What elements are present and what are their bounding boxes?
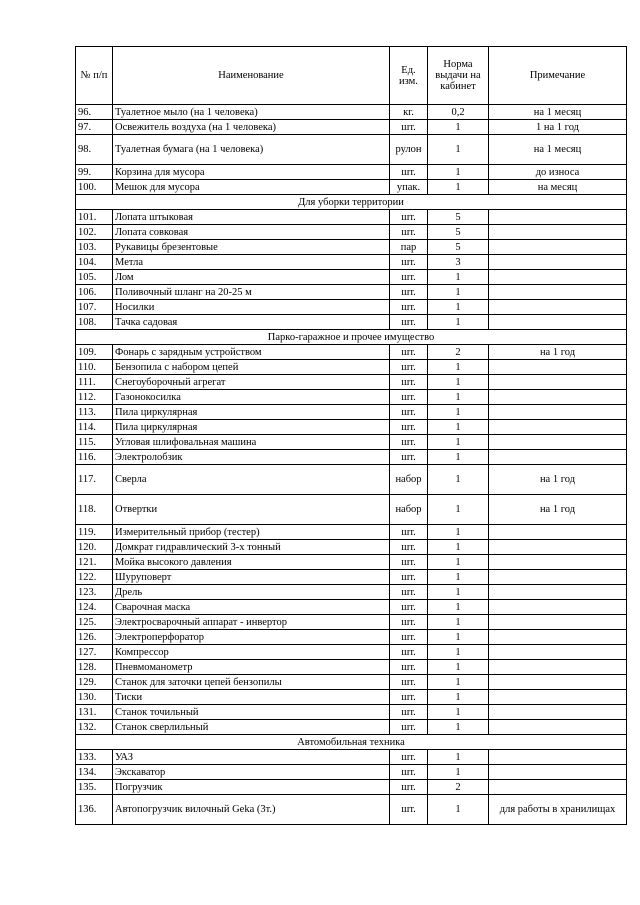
cell-note	[489, 450, 627, 465]
cell-note	[489, 765, 627, 780]
table-row	[76, 540, 627, 555]
cell-num: 109.	[76, 345, 113, 360]
cell-norm: 1	[428, 690, 489, 705]
cell-norm: 1	[428, 570, 489, 585]
table-body	[76, 105, 627, 825]
cell-name: УАЗ	[113, 750, 390, 765]
cell-note: 1 на 1 год	[489, 120, 627, 135]
cell-num: 119.	[76, 525, 113, 540]
cell-name: Угловая шлифовальная машина	[113, 435, 390, 450]
cell-unit: шт.	[390, 225, 428, 240]
section-title: Автомобильная техника	[76, 735, 627, 750]
cell-name: Электросварочный аппарат - инвертор	[113, 615, 390, 630]
cell-unit: шт.	[390, 675, 428, 690]
cell-unit: рулон	[390, 135, 428, 165]
cell-norm: 1	[428, 165, 489, 180]
cell-num: 108.	[76, 315, 113, 330]
cell-name: Измерительный прибор (тестер)	[113, 525, 390, 540]
cell-unit: упак.	[390, 180, 428, 195]
cell-norm: 1	[428, 675, 489, 690]
cell-norm: 1	[428, 720, 489, 735]
cell-note	[489, 615, 627, 630]
cell-norm: 1	[428, 315, 489, 330]
cell-num: 129.	[76, 675, 113, 690]
cell-num: 97.	[76, 120, 113, 135]
cell-norm: 1	[428, 465, 489, 495]
cell-num: 112.	[76, 390, 113, 405]
cell-num: 120.	[76, 540, 113, 555]
cell-name: Домкрат гидравлический 3-х тонный	[113, 540, 390, 555]
cell-note	[489, 540, 627, 555]
cell-num: 133.	[76, 750, 113, 765]
table-row	[76, 570, 627, 585]
cell-num: 121.	[76, 555, 113, 570]
cell-num: 128.	[76, 660, 113, 675]
table-row	[76, 240, 627, 255]
cell-name: Дрель	[113, 585, 390, 600]
cell-norm: 1	[428, 705, 489, 720]
cell-unit: шт.	[390, 555, 428, 570]
table-row	[76, 300, 627, 315]
table-row	[76, 375, 627, 390]
cell-norm: 1	[428, 645, 489, 660]
cell-name: Газонокосилка	[113, 390, 390, 405]
cell-unit: шт.	[390, 450, 428, 465]
cell-name: Электроперфоратор	[113, 630, 390, 645]
table-row	[76, 360, 627, 375]
cell-name: Сварочная маска	[113, 600, 390, 615]
cell-note	[489, 570, 627, 585]
cell-norm: 1	[428, 495, 489, 525]
cell-norm: 1	[428, 375, 489, 390]
cell-norm: 1	[428, 120, 489, 135]
cell-norm: 1	[428, 450, 489, 465]
header-num: № п/п	[76, 47, 113, 105]
table-row	[76, 690, 627, 705]
cell-unit: шт.	[390, 120, 428, 135]
cell-unit: шт.	[390, 345, 428, 360]
table-row	[76, 405, 627, 420]
cell-name: Освежитель воздуха (на 1 человека)	[113, 120, 390, 135]
cell-norm: 3	[428, 255, 489, 270]
cell-num: 103.	[76, 240, 113, 255]
cell-unit: шт.	[390, 750, 428, 765]
cell-unit: шт.	[390, 615, 428, 630]
cell-norm: 1	[428, 555, 489, 570]
cell-note	[489, 375, 627, 390]
cell-unit: шт.	[390, 315, 428, 330]
cell-num: 100.	[76, 180, 113, 195]
cell-note	[489, 390, 627, 405]
cell-num: 134.	[76, 765, 113, 780]
table-row	[76, 585, 627, 600]
cell-norm: 1	[428, 585, 489, 600]
cell-norm: 2	[428, 780, 489, 795]
cell-unit: кг.	[390, 105, 428, 120]
cell-num: 114.	[76, 420, 113, 435]
cell-num: 118.	[76, 495, 113, 525]
cell-num: 132.	[76, 720, 113, 735]
cell-norm: 1	[428, 615, 489, 630]
table-row	[76, 225, 627, 240]
table-row	[76, 720, 627, 735]
table-row	[76, 645, 627, 660]
cell-note: на 1 месяц	[489, 135, 627, 165]
cell-unit: шт.	[390, 405, 428, 420]
cell-unit: шт.	[390, 375, 428, 390]
cell-name: Станок сверлильный	[113, 720, 390, 735]
cell-name: Туалетное мыло (на 1 человека)	[113, 105, 390, 120]
table-row	[76, 345, 627, 360]
cell-num: 127.	[76, 645, 113, 660]
table-row	[76, 795, 627, 825]
cell-note	[489, 555, 627, 570]
cell-note	[489, 525, 627, 540]
table-row	[76, 450, 627, 465]
cell-name: Лопата штыковая	[113, 210, 390, 225]
cell-num: 131.	[76, 705, 113, 720]
cell-unit: шт.	[390, 540, 428, 555]
cell-norm: 1	[428, 285, 489, 300]
cell-num: 115.	[76, 435, 113, 450]
cell-note	[489, 600, 627, 615]
table-row	[76, 555, 627, 570]
cell-norm: 5	[428, 240, 489, 255]
cell-note: на месяц	[489, 180, 627, 195]
cell-unit: шт.	[390, 780, 428, 795]
cell-name: Станок для заточки цепей бензопилы	[113, 675, 390, 690]
cell-norm: 0,2	[428, 105, 489, 120]
table-row	[76, 675, 627, 690]
cell-note	[489, 240, 627, 255]
cell-note	[489, 300, 627, 315]
section-row	[76, 330, 627, 345]
cell-note	[489, 405, 627, 420]
norms-table	[75, 46, 627, 825]
cell-unit: шт.	[390, 660, 428, 675]
cell-name: Станок точильный	[113, 705, 390, 720]
section-title: Для уборки территории	[76, 195, 627, 210]
header-norm: Норма выдачи на кабинет	[428, 47, 489, 105]
cell-norm: 1	[428, 135, 489, 165]
cell-note	[489, 225, 627, 240]
cell-num: 104.	[76, 255, 113, 270]
table-row	[76, 525, 627, 540]
cell-note	[489, 210, 627, 225]
cell-num: 107.	[76, 300, 113, 315]
section-row	[76, 735, 627, 750]
cell-unit: шт.	[390, 645, 428, 660]
cell-note	[489, 750, 627, 765]
cell-name: Погрузчик	[113, 780, 390, 795]
cell-num: 105.	[76, 270, 113, 285]
cell-unit: шт.	[390, 600, 428, 615]
cell-num: 135.	[76, 780, 113, 795]
cell-note: для работы в хранилищах	[489, 795, 627, 825]
cell-num: 136.	[76, 795, 113, 825]
cell-norm: 1	[428, 660, 489, 675]
table-row	[76, 420, 627, 435]
cell-note	[489, 675, 627, 690]
table-row	[76, 165, 627, 180]
cell-name: Компрессор	[113, 645, 390, 660]
table-row	[76, 765, 627, 780]
header-note: Примечание	[489, 47, 627, 105]
table-row	[76, 750, 627, 765]
cell-num: 101.	[76, 210, 113, 225]
cell-unit: шт.	[390, 690, 428, 705]
cell-name: Носилки	[113, 300, 390, 315]
table-row	[76, 630, 627, 645]
cell-unit: шт.	[390, 525, 428, 540]
cell-num: 125.	[76, 615, 113, 630]
cell-name: Автопогрузчик вилочный Geka (3т.)	[113, 795, 390, 825]
cell-note: на 1 год	[489, 345, 627, 360]
cell-note	[489, 720, 627, 735]
cell-name: Пила циркулярная	[113, 420, 390, 435]
cell-norm: 1	[428, 795, 489, 825]
cell-note: на 1 месяц	[489, 105, 627, 120]
table-row	[76, 270, 627, 285]
cell-norm: 1	[428, 525, 489, 540]
table-row	[76, 660, 627, 675]
cell-num: 98.	[76, 135, 113, 165]
cell-num: 99.	[76, 165, 113, 180]
cell-unit: шт.	[390, 390, 428, 405]
cell-norm: 1	[428, 435, 489, 450]
cell-norm: 5	[428, 210, 489, 225]
cell-unit: шт.	[390, 360, 428, 375]
cell-name: Поливочный шланг на 20-25 м	[113, 285, 390, 300]
cell-num: 106.	[76, 285, 113, 300]
cell-note	[489, 420, 627, 435]
cell-num: 110.	[76, 360, 113, 375]
cell-num: 102.	[76, 225, 113, 240]
cell-unit: шт.	[390, 165, 428, 180]
cell-unit: шт.	[390, 765, 428, 780]
cell-name: Фонарь с зарядным устройством	[113, 345, 390, 360]
cell-norm: 1	[428, 405, 489, 420]
cell-note: на 1 год	[489, 465, 627, 495]
cell-name: Снегоуборочный агрегат	[113, 375, 390, 390]
table-row	[76, 120, 627, 135]
cell-unit: шт.	[390, 705, 428, 720]
cell-num: 113.	[76, 405, 113, 420]
cell-unit: шт.	[390, 300, 428, 315]
table-row	[76, 390, 627, 405]
cell-num: 130.	[76, 690, 113, 705]
section-row	[76, 195, 627, 210]
table-row	[76, 315, 627, 330]
cell-unit: шт.	[390, 630, 428, 645]
cell-note	[489, 690, 627, 705]
cell-unit: шт.	[390, 720, 428, 735]
cell-num: 124.	[76, 600, 113, 615]
cell-note	[489, 435, 627, 450]
cell-note	[489, 360, 627, 375]
cell-num: 117.	[76, 465, 113, 495]
cell-name: Сверла	[113, 465, 390, 495]
cell-note	[489, 645, 627, 660]
cell-note	[489, 630, 627, 645]
cell-norm: 5	[428, 225, 489, 240]
table-row	[76, 465, 627, 495]
cell-num: 96.	[76, 105, 113, 120]
cell-name: Рукавицы брезентовые	[113, 240, 390, 255]
header-name: Наименование	[113, 47, 390, 105]
cell-name: Мойка высокого давления	[113, 555, 390, 570]
cell-note	[489, 255, 627, 270]
table-row	[76, 435, 627, 450]
cell-norm: 1	[428, 300, 489, 315]
cell-unit: набор	[390, 465, 428, 495]
table-row	[76, 210, 627, 225]
table-row	[76, 615, 627, 630]
cell-name: Мешок для мусора	[113, 180, 390, 195]
cell-norm: 1	[428, 420, 489, 435]
cell-note	[489, 705, 627, 720]
cell-name: Пила циркулярная	[113, 405, 390, 420]
cell-norm: 2	[428, 345, 489, 360]
cell-name: Метла	[113, 255, 390, 270]
cell-name: Шуруповерт	[113, 570, 390, 585]
cell-unit: шт.	[390, 420, 428, 435]
cell-note: до износа	[489, 165, 627, 180]
cell-unit: пар	[390, 240, 428, 255]
cell-unit: шт.	[390, 570, 428, 585]
table-row	[76, 495, 627, 525]
cell-num: 126.	[76, 630, 113, 645]
table-row	[76, 600, 627, 615]
cell-unit: шт.	[390, 255, 428, 270]
cell-name: Туалетная бумага (на 1 человека)	[113, 135, 390, 165]
cell-name: Тиски	[113, 690, 390, 705]
cell-unit: набор	[390, 495, 428, 525]
cell-norm: 1	[428, 765, 489, 780]
cell-name: Отвертки	[113, 495, 390, 525]
table-row	[76, 285, 627, 300]
cell-note	[489, 780, 627, 795]
cell-name: Пневмоманометр	[113, 660, 390, 675]
cell-note: на 1 год	[489, 495, 627, 525]
cell-name: Электролобзик	[113, 450, 390, 465]
table-row	[76, 780, 627, 795]
header-unit: Ед. изм.	[390, 47, 428, 105]
cell-unit: шт.	[390, 285, 428, 300]
table-row	[76, 705, 627, 720]
cell-num: 116.	[76, 450, 113, 465]
cell-name: Корзина для мусора	[113, 165, 390, 180]
cell-note	[489, 660, 627, 675]
cell-norm: 1	[428, 390, 489, 405]
cell-norm: 1	[428, 600, 489, 615]
cell-norm: 1	[428, 540, 489, 555]
cell-name: Бензопила с набором цепей	[113, 360, 390, 375]
cell-unit: шт.	[390, 795, 428, 825]
cell-num: 111.	[76, 375, 113, 390]
cell-norm: 1	[428, 630, 489, 645]
cell-num: 123.	[76, 585, 113, 600]
cell-num: 122.	[76, 570, 113, 585]
cell-name: Лопата совковая	[113, 225, 390, 240]
cell-name: Лом	[113, 270, 390, 285]
cell-note	[489, 585, 627, 600]
table-row	[76, 255, 627, 270]
cell-norm: 1	[428, 270, 489, 285]
cell-unit: шт.	[390, 435, 428, 450]
cell-norm: 1	[428, 180, 489, 195]
cell-note	[489, 315, 627, 330]
cell-note	[489, 270, 627, 285]
section-title: Парко-гаражное и прочее имущество	[76, 330, 627, 345]
cell-unit: шт.	[390, 210, 428, 225]
cell-unit: шт.	[390, 270, 428, 285]
table-row	[76, 180, 627, 195]
cell-norm: 1	[428, 750, 489, 765]
cell-norm: 1	[428, 360, 489, 375]
table-row	[76, 105, 627, 120]
cell-unit: шт.	[390, 585, 428, 600]
table-row	[76, 135, 627, 165]
header-row	[76, 47, 627, 105]
cell-name: Тачка садовая	[113, 315, 390, 330]
cell-name: Экскаватор	[113, 765, 390, 780]
cell-note	[489, 285, 627, 300]
